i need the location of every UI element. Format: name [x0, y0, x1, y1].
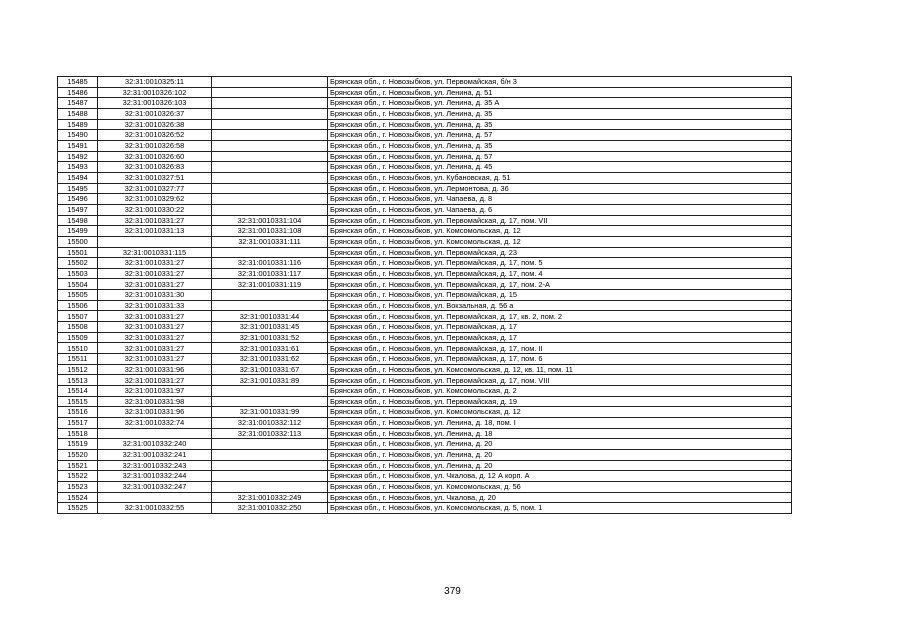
- row-number-cell: 15490: [58, 130, 98, 141]
- table-row: [58, 226, 792, 237]
- table-row: [58, 194, 792, 205]
- row-number-cell: 15520: [58, 449, 98, 460]
- object-cadastral-number-cell: [212, 194, 328, 205]
- table-row: [58, 354, 792, 365]
- row-number-cell: 15500: [58, 236, 98, 247]
- table-row: [58, 364, 792, 375]
- object-cadastral-number-cell: [212, 247, 328, 258]
- object-cadastral-number-cell: [212, 130, 328, 141]
- table-row: [58, 108, 792, 119]
- object-cadastral-number-cell: [212, 471, 328, 482]
- row-number-cell: 15506: [58, 300, 98, 311]
- table-row: [58, 460, 792, 471]
- cadastral-number-cell: 32:31:0010331:30: [98, 290, 212, 301]
- address-cell: Брянская обл., г. Новозыбков, ул. Первомайская, д. 17, пом. 5: [328, 258, 792, 269]
- cadastral-number-cell: 32:31:0010325:11: [98, 77, 212, 88]
- row-number-cell: 15511: [58, 354, 98, 365]
- table-row: [58, 279, 792, 290]
- object-cadastral-number-cell: 32:31:0010331:108: [212, 226, 328, 237]
- table-row: [58, 247, 792, 258]
- cadastral-number-cell: 32:31:0010331:115: [98, 247, 212, 258]
- table-row: [58, 183, 792, 194]
- row-number-cell: 15521: [58, 460, 98, 471]
- cadastral-number-cell: 32:31:0010332:240: [98, 439, 212, 450]
- table-row: [58, 215, 792, 226]
- object-cadastral-number-cell: [212, 140, 328, 151]
- row-number-cell: 15525: [58, 503, 98, 514]
- object-cadastral-number-cell: [212, 119, 328, 130]
- address-cell: Брянская обл., г. Новозыбков, ул. Первомайская, д. 17, пом. 2-А: [328, 279, 792, 290]
- cadastral-number-cell: 32:31:0010331:27: [98, 268, 212, 279]
- table-row: [58, 290, 792, 301]
- table-row: [58, 204, 792, 215]
- row-number-cell: 15514: [58, 386, 98, 397]
- object-cadastral-number-cell: [212, 449, 328, 460]
- address-cell: Брянская обл., г. Новозыбков, ул. Первомайская, д. 17, пом. 6: [328, 354, 792, 365]
- object-cadastral-number-cell: [212, 77, 328, 88]
- table-row: [58, 428, 792, 439]
- table-row: [58, 119, 792, 130]
- cadastral-number-cell: 32:31:0010331:97: [98, 386, 212, 397]
- object-cadastral-number-cell: 32:31:0010332:113: [212, 428, 328, 439]
- object-cadastral-number-cell: 32:31:0010332:249: [212, 492, 328, 503]
- cadastral-number-cell: 32:31:0010332:243: [98, 460, 212, 471]
- object-cadastral-number-cell: 32:31:0010331:119: [212, 279, 328, 290]
- cadastral-number-cell: 32:31:0010326:58: [98, 140, 212, 151]
- table-row: [58, 439, 792, 450]
- address-cell: Брянская обл., г. Новозыбков, ул. Чкалова, д. 20: [328, 492, 792, 503]
- object-cadastral-number-cell: 32:31:0010331:117: [212, 268, 328, 279]
- cadastral-number-cell: 32:31:0010326:83: [98, 162, 212, 173]
- address-cell: Брянская обл., г. Новозыбков, ул. Первомайская, д. 17, пом. 4: [328, 268, 792, 279]
- object-cadastral-number-cell: [212, 183, 328, 194]
- cadastral-number-cell: 32:31:0010326:38: [98, 119, 212, 130]
- object-cadastral-number-cell: 32:31:0010331:67: [212, 364, 328, 375]
- table-row: [58, 332, 792, 343]
- cadastral-number-cell: 32:31:0010329:62: [98, 194, 212, 205]
- row-number-cell: 15489: [58, 119, 98, 130]
- address-cell: Брянская обл., г. Новозыбков, ул. Первомайская, д. 17, кв. 2, пом. 2: [328, 311, 792, 322]
- table-row: [58, 130, 792, 141]
- page-number: 379: [444, 586, 461, 597]
- table-row: [58, 418, 792, 429]
- object-cadastral-number-cell: [212, 386, 328, 397]
- object-cadastral-number-cell: 32:31:0010332:250: [212, 503, 328, 514]
- address-cell: Брянская обл., г. Новозыбков, ул. Комсомольская, д. 12: [328, 226, 792, 237]
- row-number-cell: 15515: [58, 396, 98, 407]
- object-cadastral-number-cell: [212, 87, 328, 98]
- row-number-cell: 15505: [58, 290, 98, 301]
- table-row: [58, 343, 792, 354]
- object-cadastral-number-cell: 32:31:0010331:99: [212, 407, 328, 418]
- row-number-cell: 15494: [58, 172, 98, 183]
- row-number-cell: 15502: [58, 258, 98, 269]
- cadastral-number-cell: 32:31:0010327:51: [98, 172, 212, 183]
- object-cadastral-number-cell: 32:31:0010331:111: [212, 236, 328, 247]
- row-number-cell: 15503: [58, 268, 98, 279]
- cadastral-number-cell: 32:31:0010331:27: [98, 258, 212, 269]
- object-cadastral-number-cell: [212, 172, 328, 183]
- cadastral-number-cell: 32:31:0010331:96: [98, 364, 212, 375]
- cadastral-number-cell: 32:31:0010331:27: [98, 343, 212, 354]
- cadastral-number-cell: 32:31:0010332:244: [98, 471, 212, 482]
- table-row: [58, 140, 792, 151]
- row-number-cell: 15496: [58, 194, 98, 205]
- row-number-cell: 15522: [58, 471, 98, 482]
- address-cell: Брянская обл., г. Новозыбков, ул. Комсомольская, д. 5, пом. 1: [328, 503, 792, 514]
- cadastral-number-cell: 32:31:0010331:33: [98, 300, 212, 311]
- address-cell: Брянская обл., г. Новозыбков, ул. Ленина, д. 35: [328, 108, 792, 119]
- table-row: [58, 396, 792, 407]
- object-cadastral-number-cell: [212, 204, 328, 215]
- object-cadastral-number-cell: [212, 151, 328, 162]
- table-row: [58, 311, 792, 322]
- table-row: [58, 386, 792, 397]
- table-row: [58, 471, 792, 482]
- address-cell: Брянская обл., г. Новозыбков, ул. Ленина, д. 18, пом. I: [328, 418, 792, 429]
- address-cell: Брянская обл., г. Новозыбков, ул. Первомайская, д. 23: [328, 247, 792, 258]
- address-cell: Брянская обл., г. Новозыбков, ул. Ленина, д. 57: [328, 151, 792, 162]
- address-cell: Брянская обл., г. Новозыбков, ул. Комсомольская, д. 56: [328, 481, 792, 492]
- address-cell: Брянская обл., г. Новозыбков, ул. Чапаева, д. 6: [328, 204, 792, 215]
- cadastral-number-cell: 32:31:0010326:102: [98, 87, 212, 98]
- table-row: [58, 492, 792, 503]
- object-cadastral-number-cell: [212, 396, 328, 407]
- address-cell: Брянская обл., г. Новозыбков, ул. Ленина, д. 45: [328, 162, 792, 173]
- table-row: [58, 300, 792, 311]
- cadastral-number-cell: 32:31:0010331:27: [98, 311, 212, 322]
- object-cadastral-number-cell: [212, 290, 328, 301]
- table-row: [58, 172, 792, 183]
- object-cadastral-number-cell: 32:31:0010331:45: [212, 322, 328, 333]
- table-row: [58, 503, 792, 514]
- row-number-cell: 15486: [58, 87, 98, 98]
- address-cell: Брянская обл., г. Новозыбков, ул. Ленина, д. 18: [328, 428, 792, 439]
- property-table: [57, 76, 792, 514]
- address-cell: Брянская обл., г. Новозыбков, ул. Комсомольская, д. 12, кв. 11, пом. 11: [328, 364, 792, 375]
- row-number-cell: 15504: [58, 279, 98, 290]
- cadastral-number-cell: 32:31:0010327:77: [98, 183, 212, 194]
- cadastral-number-cell: 32:31:0010331:27: [98, 279, 212, 290]
- table-row: [58, 77, 792, 88]
- cadastral-number-cell: 32:31:0010326:52: [98, 130, 212, 141]
- object-cadastral-number-cell: [212, 162, 328, 173]
- object-cadastral-number-cell: 32:31:0010332:112: [212, 418, 328, 429]
- cadastral-number-cell: 32:31:0010330:22: [98, 204, 212, 215]
- cadastral-number-cell: 32:31:0010331:27: [98, 375, 212, 386]
- object-cadastral-number-cell: [212, 98, 328, 109]
- address-cell: Брянская обл., г. Новозыбков, ул. Ленина, д. 57: [328, 130, 792, 141]
- table-row: [58, 87, 792, 98]
- row-number-cell: 15491: [58, 140, 98, 151]
- row-number-cell: 15508: [58, 322, 98, 333]
- cadastral-number-cell: 32:31:0010326:60: [98, 151, 212, 162]
- row-number-cell: 15513: [58, 375, 98, 386]
- address-cell: Брянская обл., г. Новозыбков, ул. Первомайская, д. 19: [328, 396, 792, 407]
- cadastral-number-cell: 32:31:0010331:13: [98, 226, 212, 237]
- cadastral-number-cell: 32:31:0010332:241: [98, 449, 212, 460]
- address-cell: Брянская обл., г. Новозыбков, ул. Ленина, д. 20: [328, 460, 792, 471]
- cadastral-number-cell: 32:31:0010331:27: [98, 332, 212, 343]
- row-number-cell: 15492: [58, 151, 98, 162]
- cadastral-number-cell: 32:31:0010331:27: [98, 354, 212, 365]
- object-cadastral-number-cell: [212, 460, 328, 471]
- object-cadastral-number-cell: [212, 300, 328, 311]
- cadastral-number-cell: [98, 428, 212, 439]
- address-cell: Брянская обл., г. Новозыбков, ул. Первомайская, д. 17: [328, 332, 792, 343]
- cadastral-number-cell: 32:31:0010331:27: [98, 322, 212, 333]
- row-number-cell: 15488: [58, 108, 98, 119]
- address-cell: Брянская обл., г. Новозыбков, ул. Комсомольская, д. 12: [328, 236, 792, 247]
- table-row: [58, 268, 792, 279]
- cadastral-number-cell: 32:31:0010326:103: [98, 98, 212, 109]
- object-cadastral-number-cell: [212, 439, 328, 450]
- address-cell: Брянская обл., г. Новозыбков, ул. Первомайская, д. 17, пом. VII: [328, 215, 792, 226]
- table-row: [58, 98, 792, 109]
- address-cell: Брянская обл., г. Новозыбков, ул. Лермонтова, д. 36: [328, 183, 792, 194]
- row-number-cell: 15509: [58, 332, 98, 343]
- table-row: [58, 151, 792, 162]
- table-row: [58, 258, 792, 269]
- row-number-cell: 15516: [58, 407, 98, 418]
- table-row: [58, 162, 792, 173]
- table-row: [58, 236, 792, 247]
- table-row: [58, 481, 792, 492]
- row-number-cell: 15495: [58, 183, 98, 194]
- row-number-cell: 15497: [58, 204, 98, 215]
- object-cadastral-number-cell: 32:31:0010331:104: [212, 215, 328, 226]
- address-cell: Брянская обл., г. Новозыбков, ул. Ленина, д. 20: [328, 449, 792, 460]
- address-cell: Брянская обл., г. Новозыбков, ул. Ленина, д. 35 А: [328, 98, 792, 109]
- cadastral-number-cell: 32:31:0010326:37: [98, 108, 212, 119]
- address-cell: Брянская обл., г. Новозыбков, ул. Вокзальная, д. 56 а: [328, 300, 792, 311]
- address-cell: Брянская обл., г. Новозыбков, ул. Ленина, д. 35: [328, 119, 792, 130]
- object-cadastral-number-cell: 32:31:0010331:62: [212, 354, 328, 365]
- address-cell: Брянская обл., г. Новозыбков, ул. Первомайская, б/н 3: [328, 77, 792, 88]
- row-number-cell: 15517: [58, 418, 98, 429]
- table-body: [58, 77, 792, 514]
- object-cadastral-number-cell: 32:31:0010331:44: [212, 311, 328, 322]
- table-row: [58, 407, 792, 418]
- row-number-cell: 15519: [58, 439, 98, 450]
- address-cell: Брянская обл., г. Новозыбков, ул. Ленина, д. 51: [328, 87, 792, 98]
- object-cadastral-number-cell: [212, 108, 328, 119]
- cadastral-number-cell: 32:31:0010331:98: [98, 396, 212, 407]
- address-cell: Брянская обл., г. Новозыбков, ул. Ленина, д. 35: [328, 140, 792, 151]
- address-cell: Брянская обл., г. Новозыбков, ул. Первомайская, д. 15: [328, 290, 792, 301]
- cadastral-number-cell: [98, 492, 212, 503]
- row-number-cell: 15510: [58, 343, 98, 354]
- address-cell: Брянская обл., г. Новозыбков, ул. Первомайская, д. 17, пом. VIII: [328, 375, 792, 386]
- address-cell: Брянская обл., г. Новозыбков, ул. Комсомольская, д. 12: [328, 407, 792, 418]
- table-row: [58, 322, 792, 333]
- address-cell: Брянская обл., г. Новозыбков, ул. Комсомольская, д. 2: [328, 386, 792, 397]
- object-cadastral-number-cell: 32:31:0010331:61: [212, 343, 328, 354]
- address-cell: Брянская обл., г. Новозыбков, ул. Чкалова, д. 12 А корп. А: [328, 471, 792, 482]
- cadastral-number-cell: 32:31:0010332:74: [98, 418, 212, 429]
- cadastral-number-cell: 32:31:0010331:96: [98, 407, 212, 418]
- row-number-cell: 15487: [58, 98, 98, 109]
- row-number-cell: 15501: [58, 247, 98, 258]
- cadastral-number-cell: [98, 236, 212, 247]
- object-cadastral-number-cell: 32:31:0010331:52: [212, 332, 328, 343]
- row-number-cell: 15499: [58, 226, 98, 237]
- address-cell: Брянская обл., г. Новозыбков, ул. Кубановская, д. 51: [328, 172, 792, 183]
- table-row: [58, 449, 792, 460]
- row-number-cell: 15507: [58, 311, 98, 322]
- object-cadastral-number-cell: 32:31:0010331:116: [212, 258, 328, 269]
- row-number-cell: 15524: [58, 492, 98, 503]
- cadastral-number-cell: 32:31:0010332:55: [98, 503, 212, 514]
- cadastral-number-cell: 32:31:0010332:247: [98, 481, 212, 492]
- row-number-cell: 15493: [58, 162, 98, 173]
- address-cell: Брянская обл., г. Новозыбков, ул. Первомайская, д. 17, пом. II: [328, 343, 792, 354]
- row-number-cell: 15518: [58, 428, 98, 439]
- address-cell: Брянская обл., г. Новозыбков, ул. Первомайская, д. 17: [328, 322, 792, 333]
- address-cell: Брянская обл., г. Новозыбков, ул. Чапаева, д. 8: [328, 194, 792, 205]
- object-cadastral-number-cell: 32:31:0010331:89: [212, 375, 328, 386]
- cadastral-number-cell: 32:31:0010331:27: [98, 215, 212, 226]
- address-cell: Брянская обл., г. Новозыбков, ул. Ленина, д. 20: [328, 439, 792, 450]
- row-number-cell: 15512: [58, 364, 98, 375]
- row-number-cell: 15485: [58, 77, 98, 88]
- row-number-cell: 15498: [58, 215, 98, 226]
- object-cadastral-number-cell: [212, 481, 328, 492]
- table-row: [58, 375, 792, 386]
- row-number-cell: 15523: [58, 481, 98, 492]
